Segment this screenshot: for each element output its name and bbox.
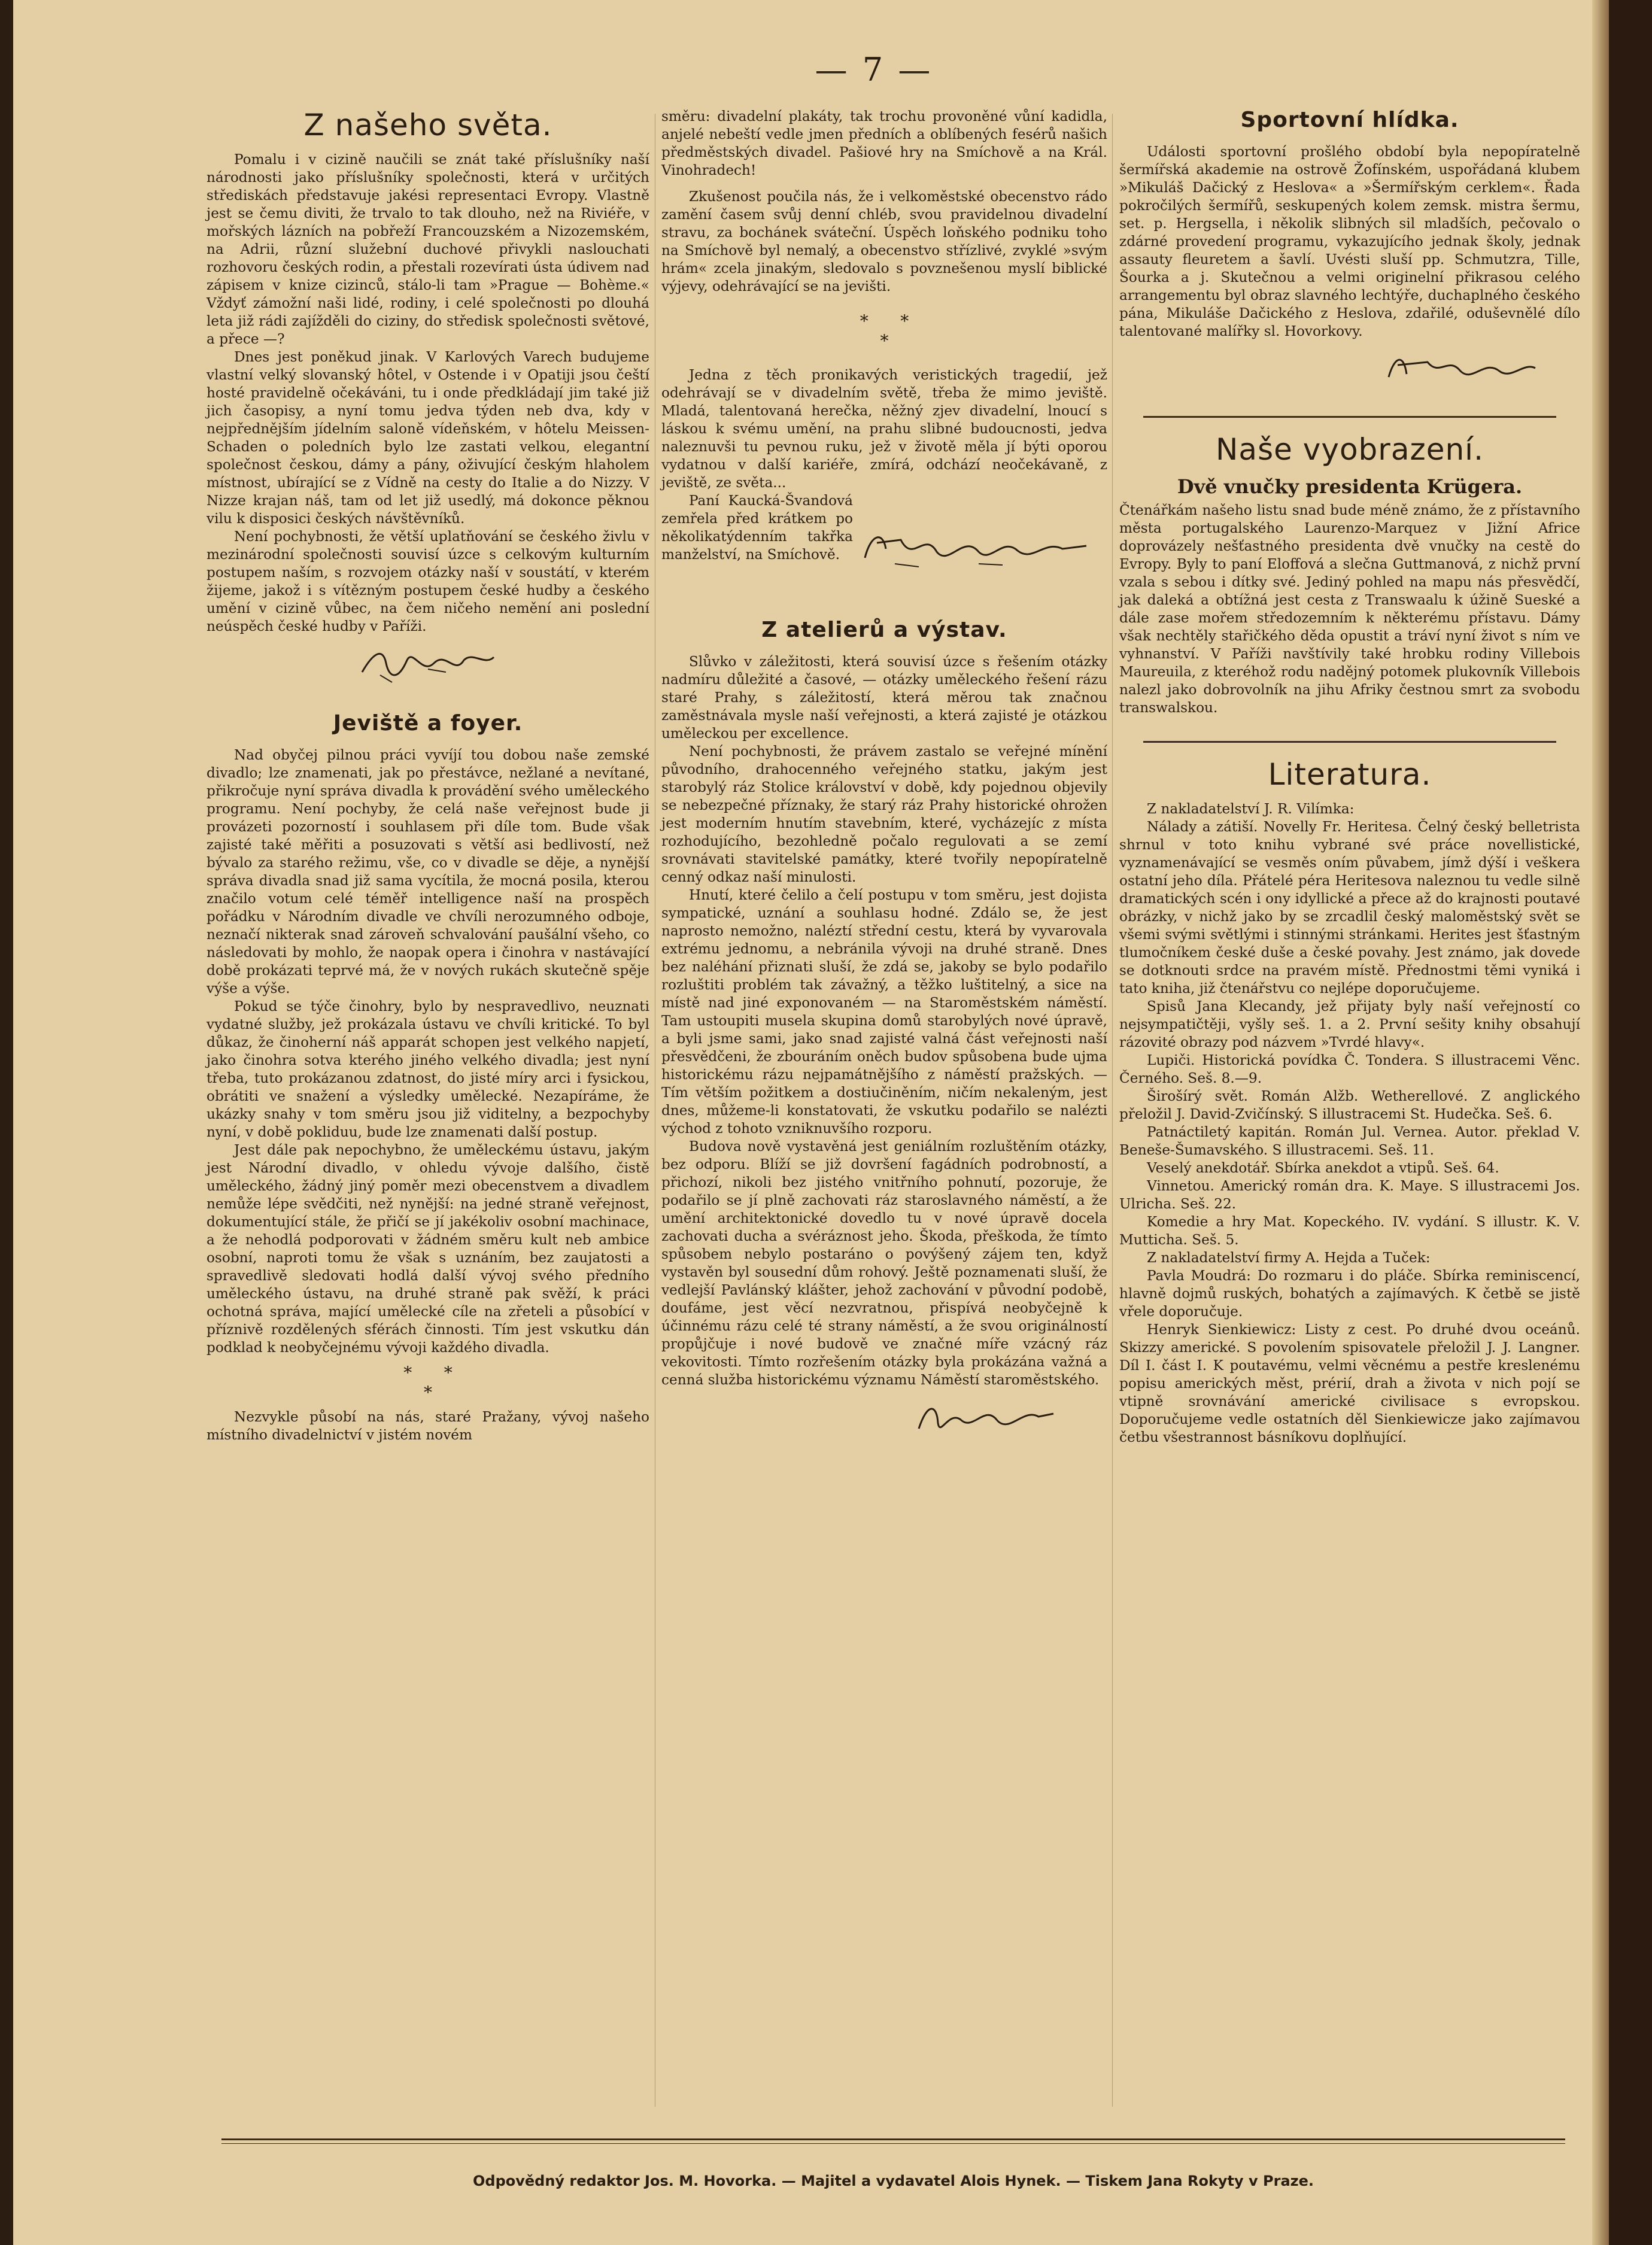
paragraph: Pokud se týče činohry, bylo by nespravedlivo, neuznati vydatné služby, jež prokázala ústavu ve chvíli kritické. To byl důkaz, že činoherní náš apparát schopen jest velkého napjetí, jako činohra sotva kterého jiného velkého divadla; jest nyní třeba, tuto prokázanou zdatnost, do jisté míry arci i fysickou, obrátiti ve snažení a výsledky umělecké. Nezapíráme, že ukázky snahy v tom směru jsou již viditelny, a bezpochyby nyní, v době pokliduu, bude lze znamenati další postup. (206, 998, 649, 1140)
literature-entry: Veselý anekdotář. Sbírka anekdot a vtipů. Seš. 64. (1147, 1160, 1499, 1176)
paragraph: Jest dále pak nepochybno, že uměleckému ústavu, jakým jest Národní divadlo, v ohledu vývoje dalšího, čistě uměleckého, žádný jiný poměr mezi obecenstvem a divadlem nemůže lépe svědčiti, než nynější: na jedné straně veřejnost, dokumentující stále, že přičí se jí jakékoliv osobní machinace, a že nehodlá podporovati v žádném směru kult neb ambice osobní, naproti tomu že však s uznáním, bez zaujatosti a spravedlivě sledovati hodlá další vývoj svého předního uměleckého ústavu, na druhé straně pak svěží, k práci ochotná správa, mající umělecké cíle na zřeteli a působící v příznivě rozdělených sférách činnosti. Tím jest vskutku dán podklad k neobyčejnému vývoji každého divadla. (206, 1142, 649, 1356)
column-3 (1119, 108, 1580, 1447)
paragraph: Události sportovní prošlého období byla nepopíratelně šermířská akademie na ostrově Žofínském, uspořádaná klubem »Mikuláš Dačický z Heslova« a »Šermířským cerklem«. Řada pokročilých šermířů, seskupených kolem zemsk. mistra šermu, set. p. Hergsella, i několik slibných sil mladších, pečovalo o zdárné provedení programu, vykazujícího jednak školy, jednak assauty fleuretem a šavlí. Uvésti sluší pp. Schmutzra, Tille, Šourka a j. Skutečnou a velmi originelní přikrasou celého arrangementu byl obraz slavného lechtýře, duchaplného českého pána, Mikuláše Dačického z Heslova, zdařilé, oduševnělé dílo talentované malířky sl. Hovorkovy. (1119, 144, 1580, 339)
scan-right-edge (1609, 0, 1652, 2245)
footer-rule (221, 2143, 1565, 2144)
paragraph: Dnes jest poněkud jinak. V Karlových Varech budujeme vlastní velký slovanský hôtel, v Ostende i v Opatiji jsou čeští hosté pravidelně očekáváni, tu i onde předkládají jim také již jich časopisy, a nyní tomu jedva týden neb dva, kdy v nejpřednějším jídelním saloně vídeňském, v hôtelu Meissen-Schaden o poledních bylo lze zastati velkou, elegantní společnost českou, dámy a pány, oživující českým hlaholem místnost, ubírající se z Vídně na cesty do Italie a do Nizzy. V Nizze krajan náš, tam od let již usedlý, má dokonce pěknou vilu k disposici českých návštěvníků. (206, 349, 649, 527)
column-divider (1112, 114, 1113, 2107)
signature-image (1383, 344, 1538, 392)
literature-entry: Patnáctiletý kapitán. Román Jul. Vernea. Autor. překlad V. Beneše-Šumavského. S illustracemi. Seš. 11. (1119, 1124, 1580, 1158)
literature-entry: Z nakladatelství J. R. Vilímka: (1147, 801, 1355, 817)
paragraph: Pomalu i v cizině naučili se znát také příslušníky naší národnosti jako příslušníky společnosti, která v určitých střediskách představuje jakési representaci Evropy. Vlastně jest se čemu diviti, že trvalo to tak dlouho, než na Riviéře, v mořských lázních na pobřeží Francouzském a Nizozemském, na Adrii, různí služební duchové přivykli naslouchati rozhovoru českých rodin, a přestali rozevírati ústa údivem nad zápisem v knize cizinců, stálo-li tam »Prague — Bohème.« Vždyť zámožní naši lidé, rodiny, i celé společnosti po dlouhá leta již rádi zajížděli do ciziny, do středisk společnosti světové, a přece —? (206, 151, 649, 347)
scan-left-edge (0, 0, 13, 2245)
page-fold-edge (1592, 0, 1609, 2245)
column-2 (661, 108, 1107, 1447)
paragraph: Není pochybnosti, že právem zastalo se veřejné mínění původního, drahocenného veřejného statku, jakým jest starobylý ráz Stolice království v době, kdy pojednou objevily se nebezpečné příznaky, že starý ráz Prahy historické ohrožen jest moderním hnutím stavebním, které, vycházejíc z místa rozhodujícího, bezohledně počalo regulovati a se zemí srovnávati stavitelské památky, které tvořily nepopíratelně cenný odkaz naší minulosti. (661, 743, 1107, 885)
signature-image (859, 522, 1092, 576)
signature-image (356, 639, 500, 687)
signature-image (913, 1393, 1056, 1441)
literature-entry: Vinnetou. Americký román dra. K. Maye. S illustracemi Jos. Ulricha. Seš. 22. (1119, 1178, 1580, 1212)
section-title-sportovni: Sportovní hlídka. (1240, 108, 1459, 132)
paragraph: Slůvko v záležitosti, která souvisí úzce s řešením otázky nadmíru důležité a časové, — otázky uměleckého řešení rázu staré Prahy, s záležitostí, která měrou tak značnou zaměstnávala mysle naší veřejnosti, a která zajisté je otázkou uměleckou per excellence. (661, 654, 1107, 742)
section-title-z-atelieru: Z atelierů a výstav. (761, 618, 1007, 642)
literature-entry: Širošírý svět. Román Alžb. Wetherellové. Z anglického přeložil J. David-Zvičínský. S illustracemi St. Hudečka. Seš. 6. (1119, 1088, 1580, 1122)
paragraph: Nad obyčej pilnou práci vyvíjí tou dobou naše zemské divadlo; lze znamenati, jak po přestávce, nežlané a nevítané, přikročuje nyní správa divadla k provádění svého uměleckého programu. Není pochyby, že celá naše veřejnost bude ji provázeti pozorností i souhlasem při díle tom. Bude však zajisté také měřiti a posuzovati s větší asi bedlivostí, než bývalo za starého režimu, vše, co v divadle se děje, a nynější správa divadla snad již sama vycítila, že mocná posila, kterou značilo votum celé téměř intelligence naší na prospěch pořádku v Národním divadle ve chvíli nerozumného odboje, neznačí nikterak snad zároveň schvalování paušální všeho, co následovati by mohlo, že naopak opera i činohra v nastávající době prokázati teprvé má, že v nových rukách skutečně spěje výše a výše. (206, 747, 649, 997)
literature-entry: Pavla Moudrá: Do rozmaru i do pláče. Sbírka reminiscencí, hlavně dojmů ruských, bohatých a zajímavých. K četbě se jistě vřele doporučuje. (1119, 1268, 1580, 1320)
obituary-block (661, 492, 1107, 564)
section-divider (1143, 416, 1556, 418)
footer-rule (221, 2138, 1565, 2140)
paragraph: směru: divadelní plakáty, tak trochu provoněné vůní kadidla, anjelé nebeští vedle jmen předních a oblíbených fesérů našich předměstských divadel. Pašiové hry na Smíchově a na Král. Vinohradech! (661, 108, 1107, 178)
literature-entry: Nálady a zátiší. Novelly Fr. Heritesa. Čelný český belletrista shrnul v toto knihu vybrané své práce novellistické, vyznamenávající se vesměs oním půvabem, jímž dýší i veškera ostatní jeho díla. Přátelé péra Heritesova naleznou tu vedle silně dramatických scén i ony idyllické a přece až do krajnosti poutavé obrázky, v nichž jako by se zrcadlil český maloměstský svět se všemi svými světlými i stinnými stránkami. Herites jest šťastným tlumočníkem české duše a české povahy. Jest známo, jak dovede se dotknouti srdce na pravém místě. Přednostmi těmi vyniká i tato kniha, již čtenářstvu co nejlépe doporučujeme. (1119, 819, 1580, 997)
section-title-literatura: Literatura. (1268, 757, 1432, 792)
paragraph: Zkušenost poučila nás, že i velkoměstské obecenstvo rádo zamění časem svůj denní chléb, svou pravidelnou divadelní stravu, za bochánek sváteční. Úspěch loňského podniku toho na Smíchově byl nemalý, a obecenstvo střízlivé, zvyklé »svým hrám« zcela jinakým, sledovalo s povznešenou myslí biblické výjevy, odehrávající se na jevišti. (661, 189, 1107, 294)
literature-entry: Spisů Jana Klecandy, jež přijaty byly naší veřejností co nejsympatičtěji, vyšly seš. 1. a 2. První sešity knihy obsahují rázovité obrazy pod názvem »Tvrdé hlavy«. (1119, 998, 1580, 1050)
section-title-nase-vyobrazeni: Naše vyobrazení. (1216, 432, 1484, 467)
article-subtitle: Dvě vnučky presidenta Krügera. (1177, 475, 1523, 498)
column-1 (206, 108, 649, 1444)
literature-entry: Henryk Sienkiewicz: Listy z cest. Po druhé dvou oceánů. Skizzy americké. S povolením spisovatele přeložil J. J. Langner. Díl I. část I. K poutavému, velmi věcnému a pestře kreslenému popisu amerických měst, prérií, drah a života v nich pojí se vtipně srovnávání americké civilisace s evropskou. Doporučujeme vedle ostatních děl Sienkiewicze jako zajímavou četbu všestrannost básníkovu doplňující. (1119, 1322, 1580, 1445)
paragraph: Nezvykle působí na nás, staré Pražany, vývoj našeho místního divadelnictví v jistém novém (206, 1409, 649, 1443)
paragraph: Budova nově vystavěná jest geniálním rozluštěním otázky, bez odporu. Blíží se již dovršení fagádních podrobností, a přichozí, nikoli bez jistého vnitřního pohnutí, pozoruje, že podařilo se jí plně zachovati ráz staroslavného náměstí, a že umění architektonické dovedlo tu v nové úpravě docela zachovati ducha a svéráznost jeho. Škoda, přeškoda, že tímto spůsobem nebylo postaráno o povýšený zájem ten, když vystavěn byl sousední dům rohový. Ještě poznamenati sluší, že vedlejší Pavlánský klášter, jehož zachování v původní podobě, doufáme, jest věcí nezvratnou, přispívá neobyčejně k účinnému rázu celé té strany náměstí, a že svou originálností propůjčuje i nové budově ve značné míře vzácný ráz vekovitosti. Tímto rozřešením otázky byla prokázána važná a cenná služba historickému významu Náměstí staroměstského. (661, 1138, 1107, 1388)
paragraph: Není pochybnosti, že větší uplatňování se českého živlu v mezinárodní společnosti souvisí úzce s celkovým kulturním postupem naším, s rozvojem otázky naší v soustátí, v kterém žijeme, jakož i s vítězným postupem české hudby a českého umění v cizině vůbec, na čem ničeho nemění ani poslední neúspěch české hudby v Paříži. (206, 528, 649, 634)
section-divider (1143, 741, 1556, 743)
paragraph: Hnutí, které čelilo a čelí postupu v tom směru, jest dojista sympatické, uznání a souhlasu hodné. Zdálo se, že jest naprosto nemožno, naléztí střední cestu, která by vyvarovala extrému jednomu, a nebránila vývoji na druhé straně. Dnes bez naléhání přiznati sluší, že zdá se, jakoby se bylo podařilo rozluštiti problém tak závažný, a těžko luštitelný, a sice na místě nad jiné exponovaném — na Staroměstském náměstí. Tam ustoupiti musela skupina domů starobylých nové úpravě, a byli jsme sami, jako snad zajisté valná část veřejnosti naší přesvědčeni, že zbouráním oněch budov spůsobena bude ujma historickému rázu nejpamátnějšího z náměstí pražských. — Tím větším požitkem a dostiučiněním, ničím nekaleným, jest dnes, můžeme-li konstatovati, že vskutku podařilo se nalézti východ z tohoto vzniknuvšího rozporu. (661, 887, 1107, 1137)
section-title-z-naseho-sveta: Z našeho světa. (303, 108, 552, 142)
paragraph: Jedna z těch pronikavých veristických tragedií, jež odehrávají se v divadelním světě, třeba že mimo jeviště. Mladá, talentovaná herečka, něžný zjev divadelní, lnoucí s láskou k svému umění, na prahu slibné budoucnosti, jedva naleznuvši tu pevnou ruku, jež v životě měla jí býti oporou vydatnou v další kariéře, zmírá, odchází neočekávaně, z jeviště, ze světa... (661, 367, 1107, 491)
imprint-footer: Odpovědný redaktor Jos. M. Hovorka. — Majitel a vydavatel Alois Hynek. — Tiskem Jana Rokyty v Praze. (472, 2173, 1314, 2189)
literature-entry: Z nakladatelství firmy A. Hejda a Tuček: (1147, 1250, 1431, 1266)
separator-stars: * * * (403, 1363, 453, 1402)
literature-entry: Lupiči. Historická povídka Č. Tondera. S illustracemi Věnc. Černého. Seš. 8.—9. (1119, 1052, 1580, 1086)
page-number: — 7 — (815, 51, 933, 89)
literature-entry: Komedie a hry Mat. Kopeckého. IV. vydání. S illustr. K. V. Mutticha. Seš. 5. (1119, 1214, 1580, 1248)
paragraph: Čtenářkám našeho listu snad bude méně známo, že z přístavního města portugalského Laurenzo-Marquez v Jižní Africe doprovázely nešťastného presidenta dvě vnučky na cestě do Evropy. Byly to paní Eloffová a slečna Guttmanová, z nichž první vzala s sebou i dítky své. Jediný pohled na mapu nás přesvědčí, jak daleká a obtížná jest cesta z Transwaalu k úžině Sueské a dále zase mořem středozemním k některému přístavu. Dámy však nechtěly stařičkého děda opustit a tráví nyní život s ním ve vyhnanství. V Paříži navštívily také hrobku rodiny Villebois Maureuila, z kteréhož rodu nadějný potomek plukovník Villebois nalezl jako dobrovolník na jihu Afriky čestnou smrt za svobodu transwalskou. (1119, 502, 1580, 716)
section-title-jeviste: Jeviště a foyer. (333, 711, 523, 736)
paragraph: Paní Kaucká-Švandová zemřela před krátkem po několikatýdenním takřka manželství, na Smíchově. (661, 493, 853, 563)
separator-stars: * * * (860, 311, 909, 351)
